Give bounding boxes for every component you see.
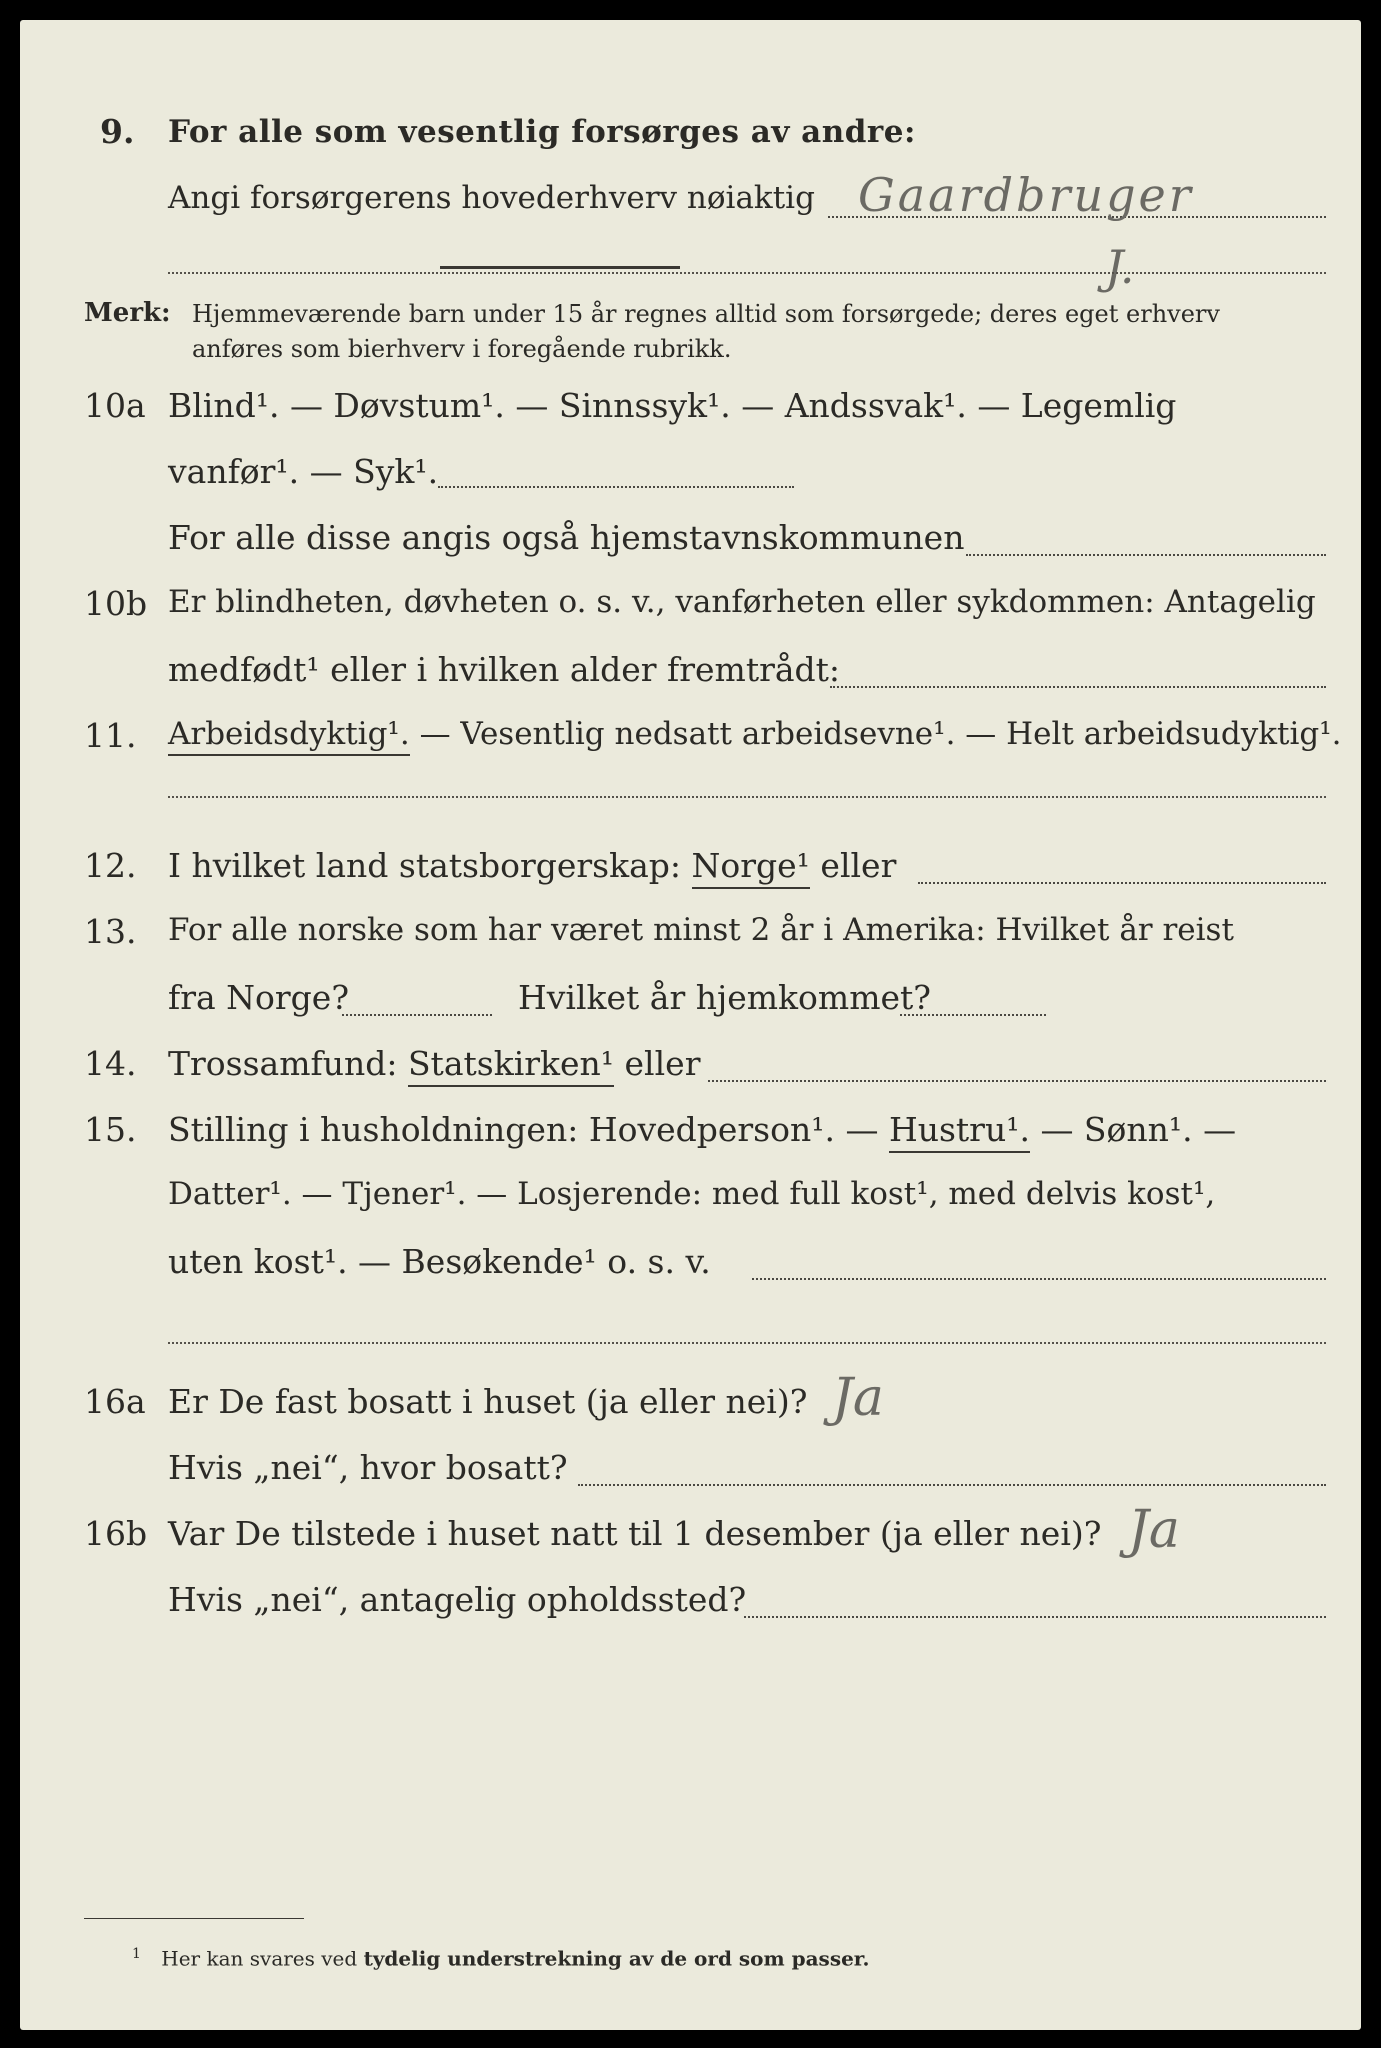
- q9-handwritten-answer: Gaardbruger: [858, 168, 1194, 222]
- q15-answer-line: [752, 1278, 1326, 1280]
- q13-return-line: [900, 1014, 1046, 1016]
- q11-other-options: — Vesentlig nedsatt arbeidsevne¹. — Helt arbeidsudyktig¹.: [419, 716, 1342, 752]
- q13-departure-prompt: fra Norge?: [168, 978, 350, 1017]
- q16a-followup-prompt: Hvis „nei“, hvor bosatt?: [168, 1448, 568, 1487]
- q16a-prompt: Er De fast bosatt i huset (ja eller nei)?: [168, 1382, 808, 1421]
- q13-line-1: For alle norske som har været minst 2 år i Amerika: Hvilket år reist: [168, 912, 1234, 948]
- q16b-followup-line: [744, 1616, 1326, 1618]
- q14-number: 14.: [84, 1044, 137, 1083]
- merk-text-1: Hjemmeværende barn under 15 år regnes alltid som forsørgede; deres eget erhverv: [192, 300, 1220, 328]
- q13-number: 13.: [84, 912, 137, 951]
- q13-return-prompt: Hvilket år hjemkommet?: [518, 978, 931, 1017]
- q10a-municipality-line: [966, 554, 1326, 556]
- footnote-mark: 1: [132, 1946, 141, 1962]
- q14-line: [168, 1044, 700, 1083]
- q15-line-1: [168, 1110, 1236, 1149]
- q15-underlined-answer: Hustru¹.: [889, 1110, 1030, 1153]
- q10a-line-1: Blind¹. — Døvstum¹. — Sinnssyk¹. — Andssvak¹. — Legemlig: [168, 386, 1177, 425]
- q10b-line-1: Er blindheten, døvheten o. s. v., vanførheten eller sykdommen: Antagelig: [168, 584, 1316, 620]
- q14-or: eller: [624, 1044, 701, 1083]
- census-form-page: [20, 20, 1361, 2030]
- q12-line: [168, 846, 896, 885]
- q12-number: 12.: [84, 846, 137, 885]
- q10b-line-2: medfødt¹ eller i hvilken alder fremtrådt:: [168, 650, 841, 689]
- q14-prompt: Trossamfund:: [168, 1044, 398, 1083]
- q9-number: 9.: [100, 112, 135, 151]
- merk-label: Merk:: [84, 298, 171, 328]
- q10b-number: 10b: [84, 584, 148, 623]
- q11-number: 11.: [84, 716, 137, 755]
- q11-underlined-answer: Arbeidsdyktig¹.: [168, 716, 410, 756]
- q15-rule: [168, 1342, 1326, 1344]
- q13-departure-line: [342, 1014, 492, 1016]
- q16b-number: 16b: [84, 1514, 148, 1553]
- q9-separator: [440, 266, 680, 269]
- q9-rule: [168, 272, 1326, 274]
- q16b-followup-prompt: Hvis „nei“, antagelig opholdssted?: [168, 1580, 747, 1619]
- q15-number: 15.: [84, 1110, 137, 1149]
- q15-prompt: Stilling i husholdningen: Hovedperson¹. —: [168, 1110, 879, 1149]
- q11-rule: [168, 796, 1326, 798]
- footnote: [132, 1946, 869, 1971]
- q14-answer-line: [708, 1080, 1326, 1082]
- merk-text-2: anføres som bierhverv i foregående rubrikk.: [192, 335, 732, 363]
- q12-underlined-answer: Norge¹: [692, 846, 810, 889]
- footnote-text-a: Her kan svares ved: [161, 1946, 358, 1971]
- q10a-number: 10a: [84, 386, 146, 425]
- q14-underlined-answer: Statskirken¹: [408, 1044, 614, 1087]
- q15-other-options: — Sønn¹. —: [1040, 1110, 1237, 1149]
- q16a-handwritten-answer: Ja: [832, 1368, 884, 1428]
- q10a-sick-answer-line: [438, 486, 794, 488]
- q15-line-3: uten kost¹. — Besøkende¹ o. s. v.: [168, 1242, 711, 1281]
- footnote-rule: [84, 1918, 304, 1919]
- q16a-number: 16a: [84, 1382, 146, 1421]
- q9-prompt: Angi forsørgerens hovederhverv nøiaktig: [168, 180, 815, 216]
- q10a-line-2: vanfør¹. — Syk¹.: [168, 452, 439, 491]
- q16b-prompt: Var De tilstede i huset natt til 1 desember (ja eller nei)?: [168, 1514, 1102, 1553]
- q15-line-2: Datter¹. — Tjener¹. — Losjerende: med full kost¹, med delvis kost¹,: [168, 1176, 1216, 1212]
- q12-or: eller: [820, 846, 897, 885]
- footnote-text-b: tydelig understrekning av de ord som passer.: [363, 1946, 870, 1971]
- q10a-line-3: For alle disse angis også hjemstavnskommunen: [168, 518, 965, 557]
- q16a-followup-line: [578, 1484, 1326, 1486]
- q9-handwritten-mark: J.: [1105, 240, 1135, 294]
- q12-prompt: I hvilket land statsborgerskap:: [168, 846, 682, 885]
- q10b-answer-line: [830, 686, 1326, 688]
- q9-heading: For alle som vesentlig forsørges av andre:: [168, 114, 916, 150]
- q12-answer-line: [918, 882, 1326, 884]
- q16b-handwritten-answer: Ja: [1128, 1500, 1180, 1560]
- q11-line: [168, 716, 1342, 752]
